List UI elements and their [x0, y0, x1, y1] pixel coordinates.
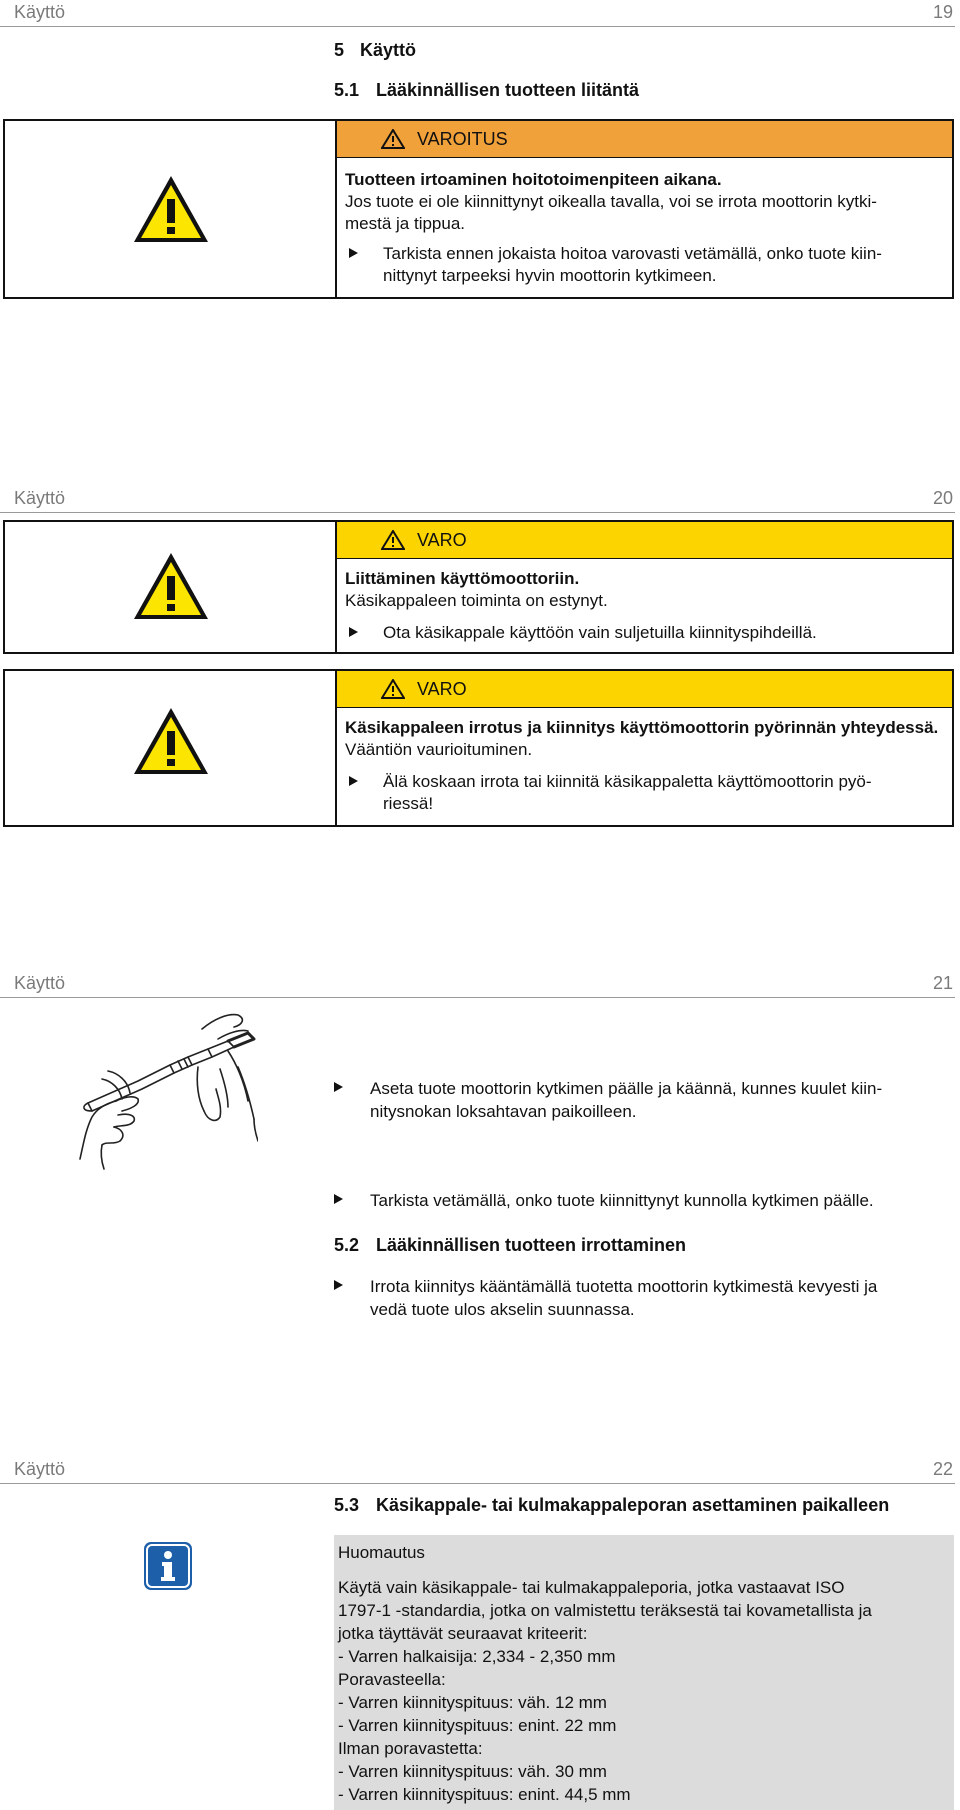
caution-step-line2: riessä! — [383, 794, 434, 813]
section-number: 5.3 — [334, 1495, 360, 1515]
note-line: - Varren kiinnityspituus: enint. 44,5 mm — [338, 1785, 631, 1804]
warning-small-icon — [381, 530, 405, 550]
caution-body — [345, 717, 944, 815]
page-22 — [0, 1457, 960, 1806]
warning-text-line1: Jos tuote ei ole kiinnittynyt oikealla tavalla, voi se irrota moottorin kytki- — [345, 192, 877, 211]
step-remove-line1: Irrota kiinnitys kääntämällä tuotetta moottorin kytkimestä kevyesti ja — [370, 1277, 878, 1296]
page-19 — [0, 0, 960, 486]
note-line: - Varren kiinnityspituus: väh. 30 mm — [338, 1762, 607, 1781]
caution-bar — [337, 671, 952, 708]
caution-label: VARO — [417, 530, 467, 550]
chapter-number: 5 — [334, 40, 345, 60]
caution-headline: Liittäminen käyttömoottoriin. — [345, 569, 580, 588]
header-section: Käyttö — [14, 2, 66, 22]
warning-step — [345, 243, 944, 287]
caution-box-1 — [3, 520, 954, 654]
section-title: Käsikappale- tai kulmakappaleporan asettaminen paikalleen — [376, 1495, 890, 1515]
caution-step-line1: Älä koskaan irrota tai kiinnitä käsikappaletta käyttömoottorin pyö- — [383, 772, 872, 791]
arrow-bullet-icon — [349, 248, 358, 258]
step-attach-line2: nitysnokan loksahtavan paikoilleen. — [370, 1102, 637, 1121]
warning-icon-cell — [5, 121, 337, 297]
warning-headline: Tuotteen irtoaminen hoitotoimenpiteen aikana. — [345, 170, 722, 189]
step-remove — [334, 1275, 954, 1321]
page-21 — [0, 971, 960, 1457]
caution-box-2 — [3, 669, 954, 827]
arrow-bullet-icon — [349, 627, 358, 637]
hands-handpiece-illustration — [78, 1011, 258, 1171]
step-list-item — [334, 1189, 954, 1212]
header-section: Käyttö — [14, 488, 66, 508]
header-page-number: 21 — [932, 973, 953, 993]
section-title: Lääkinnällisen tuotteen liitäntä — [376, 80, 640, 100]
caution-step — [345, 622, 944, 644]
warning-step-line2: nittynyt tarpeeksi hyvin moottorin kytkimeen. — [383, 266, 717, 285]
chapter-title: Käyttö — [360, 40, 417, 60]
header-section: Käyttö — [14, 1459, 66, 1479]
caution-icon-cell — [5, 522, 337, 652]
warning-small-icon — [381, 129, 405, 149]
section-number: 5.2 — [334, 1235, 360, 1255]
page-header — [0, 1457, 955, 1484]
step-remove-line2: vedä tuote ulos akselin suunnassa. — [370, 1300, 635, 1319]
section-title: Lääkinnällisen tuotteen irrottaminen — [376, 1235, 687, 1255]
note-label: Huomautus — [338, 1543, 425, 1562]
warning-text-line2: mestä ja tippua. — [345, 214, 466, 233]
note-line: jotka täyttävät seuraavat kriteerit: — [338, 1624, 588, 1643]
note-line: Poravasteella: — [338, 1670, 446, 1689]
step-check — [334, 1189, 954, 1212]
caution-step — [345, 771, 944, 815]
info-icon — [143, 1541, 193, 1591]
note-line: Ilman poravastetta: — [338, 1739, 483, 1758]
arrow-bullet-icon — [334, 1082, 343, 1092]
page-header — [0, 0, 955, 27]
page-20 — [0, 486, 960, 971]
note-line: - Varren halkaisija: 2,334 - 2,350 mm — [338, 1647, 616, 1666]
caution-text: Käsikappaleen toiminta on estynyt. — [345, 591, 608, 610]
header-page-number: 20 — [932, 488, 953, 508]
page-header — [0, 486, 955, 513]
section-heading — [334, 1495, 889, 1516]
step-check-line: Tarkista vetämällä, onko tuote kiinnittynyt kunnolla kytkimen päälle. — [370, 1191, 874, 1210]
warning-triangle-icon — [131, 173, 211, 245]
arrow-bullet-icon — [334, 1194, 343, 1204]
note-line: - Varren kiinnityspituus: väh. 12 mm — [338, 1693, 607, 1712]
header-section: Käyttö — [14, 973, 66, 993]
caution-icon-cell — [5, 671, 337, 825]
arrow-bullet-icon — [334, 1280, 343, 1290]
warning-triangle-icon — [131, 705, 211, 777]
warning-body — [345, 169, 944, 287]
warning-bar — [337, 121, 952, 158]
step-list-item — [334, 1077, 954, 1123]
warning-box — [3, 119, 954, 299]
note-line: Käytä vain käsikappale- tai kulmakappaleporia, jotka vastaavat ISO — [338, 1578, 845, 1597]
caution-step-line1: Ota käsikappale käyttöön vain suljetuilla kiinnityspihdeillä. — [383, 623, 817, 642]
header-page-number: 22 — [932, 1459, 953, 1479]
caution-body — [345, 568, 944, 644]
warning-small-icon — [381, 679, 405, 699]
warning-triangle-icon — [131, 550, 211, 622]
chapter-heading — [334, 40, 416, 61]
arrow-bullet-icon — [349, 776, 358, 786]
note-box — [334, 1535, 954, 1810]
page-header — [0, 971, 955, 998]
step-list-item — [334, 1275, 954, 1321]
step-attach-line1: Aseta tuote moottorin kytkimen päälle ja käännä, kunnes kuulet kiin- — [370, 1079, 883, 1098]
caution-label: VARO — [417, 679, 467, 699]
caution-headline: Käsikappaleen irrotus ja kiinnitys käyttömoottorin pyörinnän yhteydessä. — [345, 718, 939, 737]
section-heading — [334, 1235, 686, 1256]
section-heading — [334, 80, 639, 101]
warning-step-line1: Tarkista ennen jokaista hoitoa varovasti vetämällä, onko tuote kiin- — [383, 244, 882, 263]
section-number: 5.1 — [334, 80, 360, 100]
caution-bar — [337, 522, 952, 559]
warning-label: VAROITUS — [417, 129, 508, 149]
step-attach — [334, 1077, 954, 1123]
header-page-number: 19 — [932, 2, 953, 22]
caution-text: Vääntiön vaurioituminen. — [345, 740, 533, 759]
note-line: 1797-1 -standardia, jotka on valmistettu teräksestä tai kovametallista ja — [338, 1601, 872, 1620]
note-line: - Varren kiinnityspituus: enint. 22 mm — [338, 1716, 617, 1735]
